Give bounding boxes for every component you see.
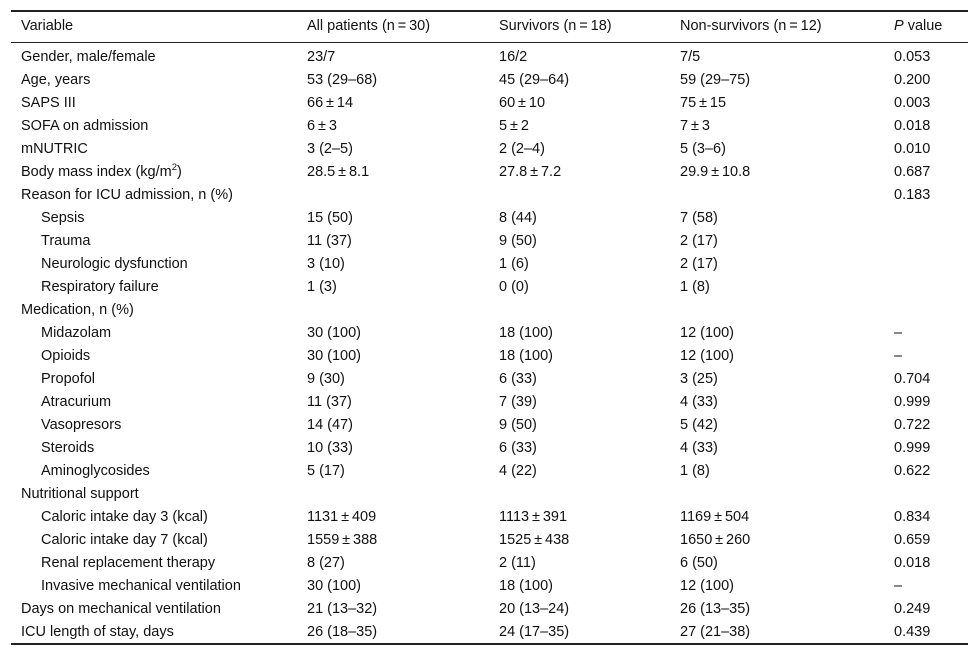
cell-non-survivors: 1 (8) <box>680 463 710 479</box>
cell-p-value: 0.439 <box>894 624 931 640</box>
table-row <box>11 253 968 276</box>
cell-all-patients: 9 (30) <box>307 371 345 387</box>
cell-non-survivors: 29.9 ± 10.8 <box>680 164 751 180</box>
cell-survivors: 45 (29–64) <box>499 72 570 88</box>
cell-variable: Neurologic dysfunction <box>41 256 188 272</box>
cell-survivors: 6 (33) <box>499 440 537 456</box>
cell-non-survivors: 26 (13–35) <box>680 601 751 617</box>
cell-all-patients: 3 (10) <box>307 256 345 272</box>
header-non-survivors: Non-survivors (n = 12) <box>680 18 822 34</box>
cell-survivors: 9 (50) <box>499 417 537 433</box>
cell-non-survivors: 1650 ± 260 <box>680 532 751 548</box>
cell-all-patients: 3 (2–5) <box>307 141 353 157</box>
table-row <box>11 299 968 322</box>
table-row <box>11 391 968 414</box>
cell-variable: Midazolam <box>41 325 112 341</box>
cell-variable <box>21 161 182 184</box>
cell-non-survivors: 2 (17) <box>680 256 718 272</box>
cell-all-patients: 30 (100) <box>307 348 362 364</box>
cell-variable: SAPS III <box>21 95 76 111</box>
cell-survivors: 0 (0) <box>499 279 529 295</box>
table-row <box>11 483 968 506</box>
cell-non-survivors: 5 (3–6) <box>680 141 726 157</box>
cell-p-value: 0.018 <box>894 118 931 134</box>
cell-variable: Caloric intake day 7 (kcal) <box>41 532 208 548</box>
cell-variable: mNUTRIC <box>21 141 88 157</box>
cell-survivors: 18 (100) <box>499 348 554 364</box>
cell-survivors: 60 ± 10 <box>499 95 546 111</box>
cell-non-survivors: 1169 ± 504 <box>680 509 750 525</box>
cell-p-value: 0.704 <box>894 371 931 387</box>
cell-all-patients: 11 (37) <box>307 233 352 249</box>
cell-survivors: 6 (33) <box>499 371 537 387</box>
cell-variable: Propofol <box>41 371 96 387</box>
cell-variable: Aminoglycosides <box>41 463 150 479</box>
cell-p-value: 0.018 <box>894 555 931 571</box>
top-rule <box>11 10 968 12</box>
cell-survivors: 24 (17–35) <box>499 624 570 640</box>
header-all-patients: All patients (n = 30) <box>307 18 431 34</box>
cell-non-survivors: 7 ± 3 <box>680 118 710 134</box>
cell-variable: SOFA on admission <box>21 118 149 134</box>
table-row <box>11 621 968 644</box>
table-row <box>11 437 968 460</box>
cell-p-value: – <box>894 325 903 341</box>
cell-non-survivors: 75 ± 15 <box>680 95 727 111</box>
table-row <box>11 414 968 437</box>
cell-non-survivors: 4 (33) <box>680 440 718 456</box>
cell-variable: Trauma <box>41 233 91 249</box>
header-p-value <box>894 15 942 38</box>
cell-p-value: 0.687 <box>894 164 931 180</box>
table-row <box>11 230 968 253</box>
cell-all-patients: 28.5 ± 8.1 <box>307 164 370 180</box>
cell-survivors: 9 (50) <box>499 233 537 249</box>
cell-non-survivors: 7/5 <box>680 49 701 65</box>
cell-p-value: 0.200 <box>894 72 931 88</box>
cell-variable: Days on mechanical ventilation <box>21 601 221 617</box>
cell-non-survivors: 27 (21–38) <box>680 624 751 640</box>
table-row <box>11 345 968 368</box>
cell-p-value: 0.659 <box>894 532 931 548</box>
cell-non-survivors: 3 (25) <box>680 371 718 387</box>
table-row <box>11 161 968 184</box>
cell-survivors: 2 (11) <box>499 555 536 571</box>
table-row <box>11 506 968 529</box>
cell-survivors: 20 (13–24) <box>499 601 570 617</box>
cell-variable: Renal replacement therapy <box>41 555 216 571</box>
cell-all-patients: 10 (33) <box>307 440 353 456</box>
cell-survivors: 1113 ± 391 <box>499 509 568 525</box>
cell-variable: Sepsis <box>41 210 85 226</box>
cell-non-survivors: 7 (58) <box>680 210 718 226</box>
cell-variable: Atracurium <box>41 394 112 410</box>
cell-non-survivors: 12 (100) <box>680 578 735 594</box>
cell-p-value: 0.999 <box>894 440 931 456</box>
table-row <box>11 460 968 483</box>
table-row <box>11 552 968 575</box>
cell-p-value: 0.249 <box>894 601 931 617</box>
table-row <box>11 529 968 552</box>
bmi-label-post: ) <box>177 164 182 180</box>
header-survivors: Survivors (n = 18) <box>499 18 612 34</box>
cell-survivors: 1 (6) <box>499 256 529 272</box>
cell-variable: Age, years <box>21 72 91 88</box>
cell-survivors: 4 (22) <box>499 463 537 479</box>
cell-survivors: 1525 ± 438 <box>499 532 570 548</box>
cell-variable: ICU length of stay, days <box>21 624 174 640</box>
cell-all-patients: 1559 ± 388 <box>307 532 378 548</box>
table-row <box>11 368 968 391</box>
cell-p-value: 0.053 <box>894 49 931 65</box>
cell-all-patients: 53 (29–68) <box>307 72 378 88</box>
cell-survivors: 18 (100) <box>499 578 554 594</box>
cell-p-value: – <box>894 348 903 364</box>
cell-survivors: 7 (39) <box>499 394 537 410</box>
cell-survivors: 2 (2–4) <box>499 141 545 157</box>
cell-p-value: 0.010 <box>894 141 931 157</box>
cell-all-patients: 1131 ± 409 <box>307 509 377 525</box>
table-row <box>11 138 968 161</box>
cell-non-survivors: 12 (100) <box>680 325 735 341</box>
cell-survivors: 18 (100) <box>499 325 554 341</box>
table-row <box>11 598 968 621</box>
cell-variable: Medication, n (%) <box>21 302 134 318</box>
bottom-rule <box>11 643 968 645</box>
cell-all-patients: 8 (27) <box>307 555 345 571</box>
header-rule <box>11 42 968 43</box>
header-variable: Variable <box>21 18 74 34</box>
cell-p-value: 0.003 <box>894 95 931 111</box>
cell-p-value: 0.622 <box>894 463 931 479</box>
table-row <box>11 92 968 115</box>
bmi-label-sup: 2 <box>171 162 177 174</box>
cell-all-patients: 14 (47) <box>307 417 353 433</box>
cell-variable: Vasopresors <box>41 417 122 433</box>
table-row <box>11 184 968 207</box>
cell-non-survivors: 12 (100) <box>680 348 735 364</box>
cell-survivors: 16/2 <box>499 49 528 65</box>
cell-all-patients: 15 (50) <box>307 210 353 226</box>
cell-variable: Steroids <box>41 440 95 456</box>
cell-survivors: 5 ± 2 <box>499 118 529 134</box>
cell-all-patients: 30 (100) <box>307 325 362 341</box>
cell-non-survivors: 4 (33) <box>680 394 718 410</box>
cell-p-value: 0.999 <box>894 394 931 410</box>
cell-variable: Invasive mechanical ventilation <box>41 578 241 594</box>
table-row <box>11 115 968 138</box>
cell-p-value: 0.722 <box>894 417 931 433</box>
cell-all-patients: 5 (17) <box>307 463 345 479</box>
cell-p-value: – <box>894 578 903 594</box>
cell-non-survivors: 5 (42) <box>680 417 718 433</box>
table-row <box>11 575 968 598</box>
cell-p-value: 0.834 <box>894 509 931 525</box>
cell-variable: Nutritional support <box>21 486 139 502</box>
bmi-label-pre: Body mass index (kg/m <box>21 164 172 180</box>
cell-non-survivors: 1 (8) <box>680 279 710 295</box>
table-row <box>11 276 968 299</box>
header-p-italic: P <box>894 18 904 34</box>
header-p-rest: value <box>903 18 943 34</box>
table-row <box>11 207 968 230</box>
cell-all-patients: 11 (37) <box>307 394 352 410</box>
table-row <box>11 322 968 345</box>
cell-non-survivors: 6 (50) <box>680 555 718 571</box>
cell-survivors: 27.8 ± 7.2 <box>499 164 562 180</box>
cell-all-patients: 1 (3) <box>307 279 337 295</box>
table-row <box>11 46 968 69</box>
cell-all-patients: 30 (100) <box>307 578 362 594</box>
cell-p-value: 0.183 <box>894 187 931 203</box>
cell-variable: Caloric intake day 3 (kcal) <box>41 509 208 525</box>
cell-all-patients: 66 ± 14 <box>307 95 354 111</box>
cell-variable: Reason for ICU admission, n (%) <box>21 187 233 203</box>
cell-variable: Respiratory failure <box>41 279 159 295</box>
cell-variable: Gender, male/female <box>21 49 156 65</box>
cell-all-patients: 26 (18–35) <box>307 624 378 640</box>
cell-all-patients: 21 (13–32) <box>307 601 378 617</box>
cell-survivors: 8 (44) <box>499 210 537 226</box>
table-row <box>11 69 968 92</box>
cell-all-patients: 6 ± 3 <box>307 118 337 134</box>
cell-variable: Opioids <box>41 348 91 364</box>
cell-all-patients: 23/7 <box>307 49 336 65</box>
cell-non-survivors: 59 (29–75) <box>680 72 751 88</box>
cell-non-survivors: 2 (17) <box>680 233 718 249</box>
table-header-row <box>11 15 968 38</box>
